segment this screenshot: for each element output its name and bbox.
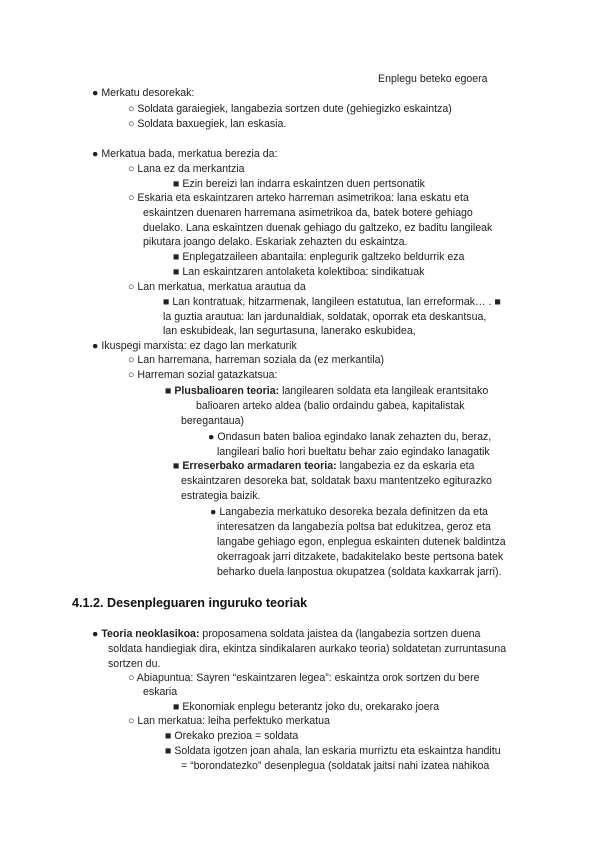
list-item: duelako. Lana eskaintzen duenak gehiago du galtzeko, ez baditu langileak: [143, 222, 493, 234]
list-item: ○ Soldata garaiegiek, langabezia sortzen dute (gehiegizko eskaintza): [128, 103, 452, 115]
list-item: ■ Ekonomiak enplegu beterantz joko du, orekarako joera: [173, 701, 440, 713]
list-item: ○ Eskaria eta eskaintzaren arteko harreman asimetrikoa: lana eskatu eta: [128, 192, 469, 204]
list-item: eskaintzaren desoreka bat, soldatak baxu mantentzeko egiturazko: [181, 475, 492, 487]
list-item: ○ Abiapuntua: Sayren “eskaintzaren legea”: eskaintza orok sortzen du bere: [128, 672, 480, 684]
list-item: ○ Lan harremana, harreman soziala da (ez merkantila): [128, 354, 385, 366]
term-plusbalioaren-teoria: Plusbalioaren teoria:: [174, 385, 280, 397]
list-item: ■ Enplegatzaileen abantaila: enplegurik galtzeko beldurrik eza: [173, 251, 465, 263]
list-item: ○ Harreman sozial gatazkatsua:: [128, 369, 278, 381]
list-item: = “borondatezko” desenplegua (soldatak jaitsi nahi izatea nahikoa: [181, 760, 490, 772]
list-item: estrategia baizik.: [181, 490, 261, 502]
list-item: ○ Soldata baxuegiek, lan eskasia.: [128, 118, 287, 130]
list-item: eskaintzen duenaren harremana asimetrikoa da, batek botere gehiago: [143, 207, 473, 219]
list-item: eskaria: [143, 686, 178, 698]
list-item-plusbalioa: ■ Plusbalioaren teoria: langilearen soldata eta langileak erantsitako: [165, 385, 489, 397]
list-item: ■ Orekako prezioa = soldata: [165, 730, 299, 742]
list-item-erreserba: ■ Erreserbako armadaren teoria: langabezia ez da eskaria eta: [173, 460, 475, 472]
list-item: ■ Lan eskaintzaren antolaketa kolektiboa: sindikatuak: [173, 266, 425, 278]
bullet-merkatu-desorekak: ● Merkatu desorekak:: [92, 87, 195, 99]
term-erreserbako-armada: Erreserbako armadaren teoria:: [182, 460, 337, 472]
list-item: ■ Soldata igotzen joan ahala, lan eskaria murriztu eta eskaintza handitu: [165, 745, 501, 757]
list-item: balioaren arteko aldea (balio ordaindu gabea, kapitalistak: [196, 400, 465, 412]
list-item: okerragoak jarri ditzakete, badakitelako beste pertsona batek: [217, 551, 504, 563]
list-item: ○ Lan merkatua, merkatua arautua da: [128, 281, 306, 293]
list-item: ○ Lana ez da merkantzia: [128, 163, 245, 175]
list-item: pikutara joango delako. Eskariak zehazten du eskaintza.: [143, 236, 408, 248]
list-item: interesatzen da langabezia poltsa bat edukitzea, geroz eta: [217, 521, 491, 533]
bullet-ikuspegi-marxista: ● Ikuspegi marxista: ez dago lan merkaturik: [92, 340, 297, 352]
page-header-title: Enplegu beteko egoera: [378, 73, 488, 85]
list-item: lan eskubideak, lan segurtasuna, lanerako eskubidea,: [163, 325, 416, 337]
list-item: ■ Ezin bereizi lan indarra eskaintzen duen pertsonatik: [173, 178, 425, 190]
list-item: ○ Lan merkatua: leiha perfektuko merkatua: [128, 715, 330, 727]
list-item: ● Langabezia merkatuko desoreka bezala definitzen da eta: [210, 506, 488, 518]
list-item: ● Ondasun baten balioa egindako lanak zehazten du, beraz,: [208, 431, 492, 443]
list-item: beregantaua): [181, 415, 245, 427]
list-item: la guztia arautua: lan jardunaldiak, soldatak, oporrak eta deskantsua,: [163, 311, 487, 323]
bullet-merkatua-berezia: ● Merkatua bada, merkatua berezia da:: [92, 148, 278, 160]
term-teoria-neoklasikoa: Teoria neoklasikoa:: [101, 628, 200, 640]
list-item: langileari balio hori bueltatu behar zaio egindako lanagatik: [217, 446, 490, 458]
list-item: sortzen du.: [108, 658, 161, 670]
list-item: beharko duela lanpostua okupatzea (soldata kaxkarrak jarri).: [217, 566, 502, 578]
list-item-teoria-neoklasikoa: ● Teoria neoklasikoa: proposamena soldata jaistea da (langabezia sortzen duena: [92, 628, 481, 640]
section-heading: 4.1.2. Desenpleguaren inguruko teoriak: [72, 596, 308, 610]
list-item: ■ Lan kontratuak, hitzarmenak, langileen estatutua, lan erreformak… . ■: [163, 296, 501, 308]
list-item: soldata handiegiak dira, ekintza sindikalaren aurkako teoria) soldatetan zurruntasuna: [108, 643, 507, 655]
list-item: langabe gehiago egon, enplegua eskainten dutenek baldintza: [217, 536, 506, 548]
